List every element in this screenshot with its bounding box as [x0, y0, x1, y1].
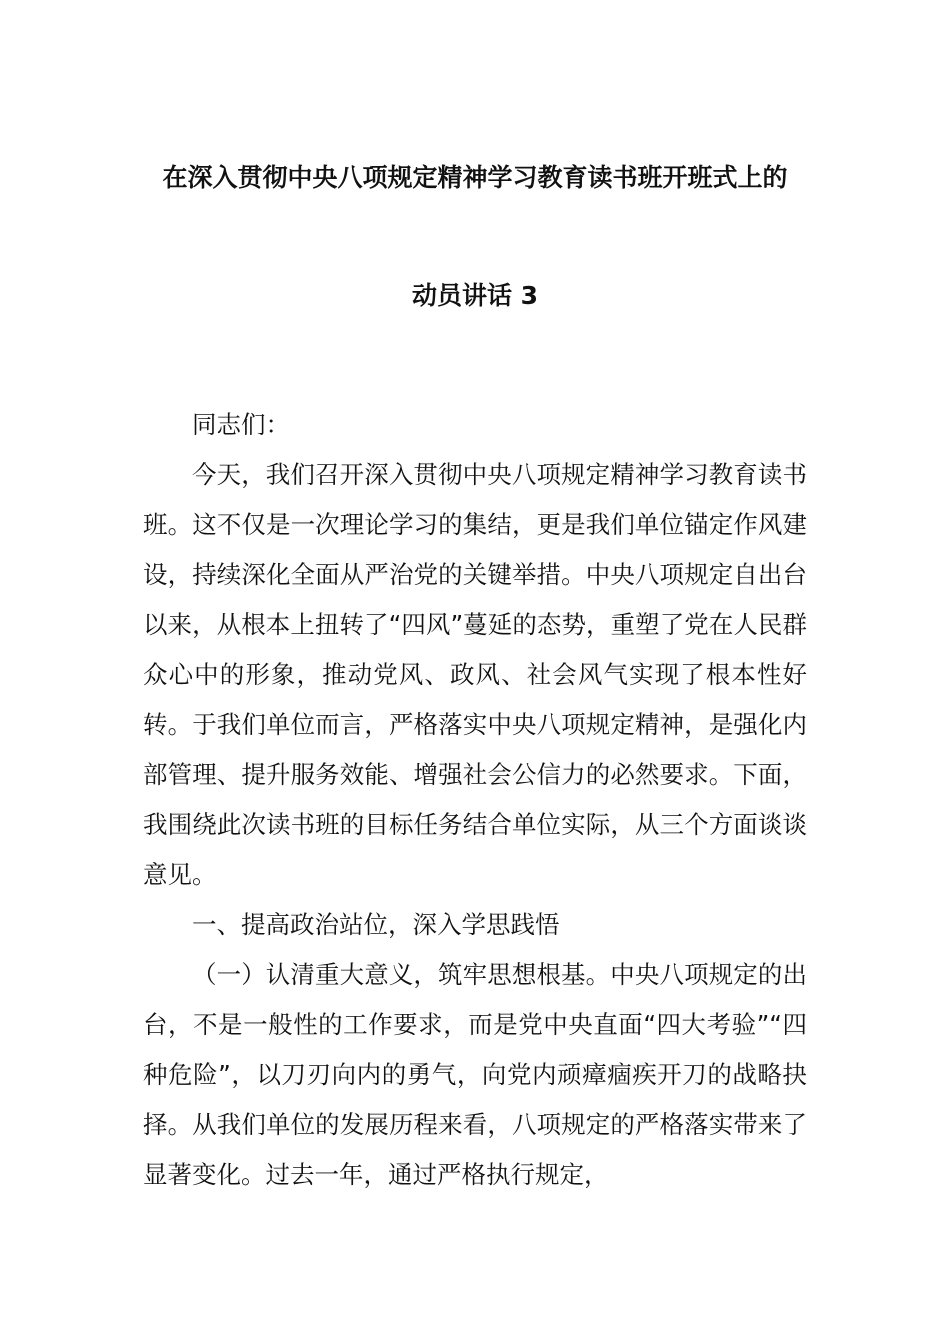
document-title-line-1: 在深入贯彻中央八项规定精神学习教育读书班开班式上的: [162, 163, 788, 192]
paragraph: 今天，我们召开深入贯彻中央八项规定精神学习教育读书班。这不仅是一次理论学习的集结，更是我们单位锚定作风建设，持续深化全面从严治党的关键举措。中央八项规定自出台以来，从根本上扭转了“四风”蔓延的态势，重塑了党在人民群众心中的形象，推动党风、政风、社会风气实现了根本性好转。于我们单位而言，严格落实中央八项规定精神，是强化内部管理、提升服务效能、增强社会公信力的必然要求。下面，我围绕此次读书班的目标任务结合单位实际，从三个方面谈谈意见。: [143, 460, 807, 889]
document-title-line-2: 动员讲话 3: [411, 281, 539, 310]
document-body: [143, 400, 807, 1200]
section-heading: 一、提高政治站位，深入学思践悟: [192, 910, 560, 939]
salutation: 同志们：: [192, 410, 290, 439]
paragraph: （一）认清重大意义，筑牢思想根基。中央八项规定的出台，不是一般性的工作要求，而是党中央直面“四大考验”“四种危险”，以刀刃向内的勇气，向党内顽瘴痼疾开刀的战略抉择。从我们单位的发展历程来看，八项规定的严格落实带来了显著变化。过去一年，通过严格执行规定，: [143, 960, 807, 1189]
